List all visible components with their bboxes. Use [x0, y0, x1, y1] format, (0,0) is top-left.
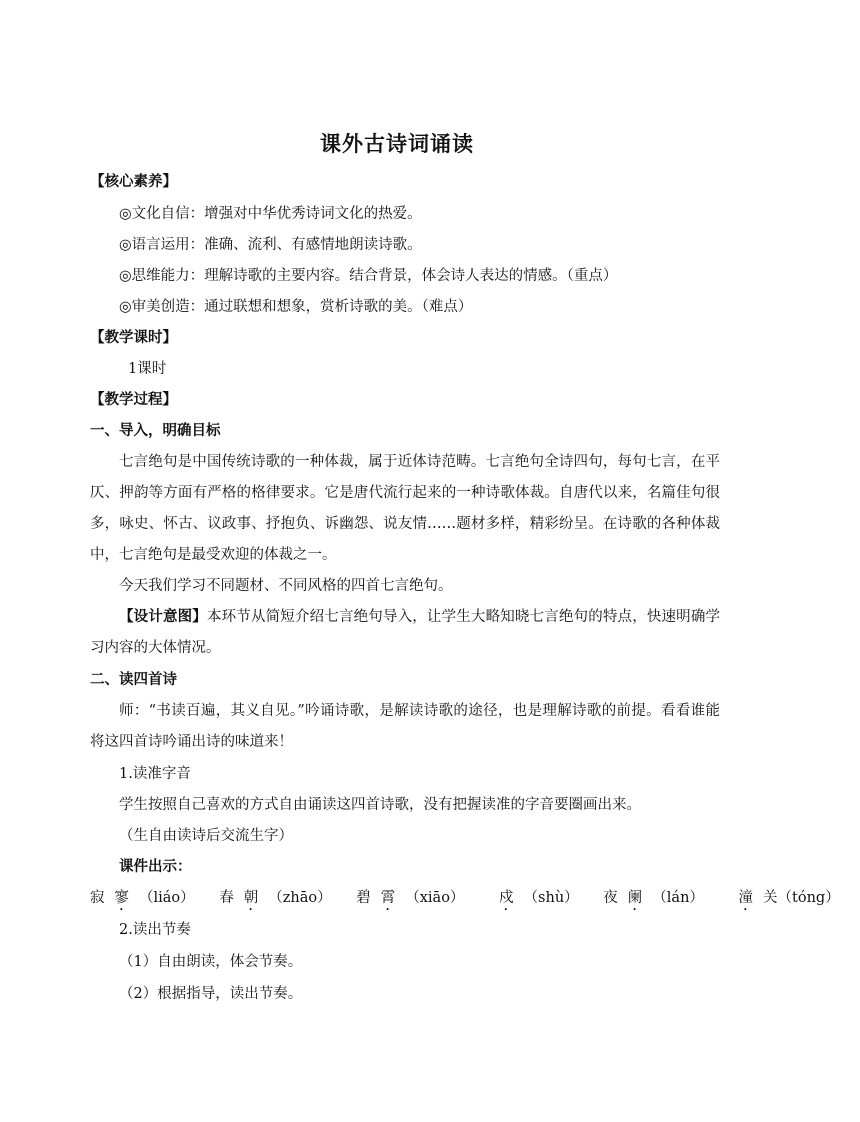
pronunciation-list: [90, 888, 860, 914]
class-hours-value: 1课时: [128, 361, 167, 377]
step2-item: （1）自由朗读，体会节奏。: [119, 954, 303, 970]
part1-paragraph: 七言绝句是中国传统诗歌的一种体裁，属于近体诗范畴。七言绝句全诗四句，每句七言，在平仄、押韵等方面有严格的格律要求。它是唐代流行起来的一种诗歌体裁。自唐代以来，名篇佳句很多，咏史、怀古、议政事、抒抱负、诉幽怨、说友情……题材多样，精彩纷呈。在诗歌的各种体裁中，七言绝句是最受欢迎的体裁之一。: [90, 454, 720, 563]
design-intent-paragraph: [90, 602, 720, 664]
pronunciation-word: 碧 霄 （xiāo）: [356, 890, 465, 906]
pronunciation-word: 寂 寥 （liáo）: [90, 890, 195, 906]
step1-note: （生自由读诗后交流生字）: [119, 828, 293, 844]
design-intent-text: 本环节从简短介绍七言绝句导入，让学生大略知晓七言绝句的特点，快速明确学习内容的大体情况。: [90, 609, 721, 656]
core-literacy-item: ◎语言运用：准确、流利、有感情地朗读诗歌。: [119, 237, 422, 253]
courseware-label: 课件出示：: [119, 859, 192, 875]
design-intent-label: 【设计意图】: [119, 609, 207, 625]
part2-paragraph: 师：“书读百遍，其义自见。”吟诵诗歌，是解读诗歌的途径，也是理解诗歌的前提。看看谁能将这四首诗吟诵出诗的味道来！: [90, 703, 720, 750]
class-hours-heading: 【教学课时】: [90, 330, 177, 346]
process-heading: 【教学过程】: [90, 392, 177, 408]
page-title: 课外古诗词诵读: [320, 132, 474, 156]
step2-item: （2）根据指导，读出节奏。: [119, 986, 303, 1002]
pronunciation-word: 潼 关（tóng）: [738, 890, 840, 906]
core-literacy-item: ◎审美创造：通过联想和想象，赏析诗歌的美。（难点）: [119, 299, 473, 315]
core-literacy-heading: 【核心素养】: [90, 174, 177, 190]
part1-paragraph-2: 今天我们学习不同题材、不同风格的四首七言绝句。: [119, 578, 453, 594]
pronunciation-word: 春 朝 （zhāo）: [219, 890, 332, 906]
pronunciation-word: 夜 阑 （lán）: [603, 890, 704, 906]
core-literacy-item: ◎文化自信：增强对中华优秀诗词文化的热爱。: [119, 206, 422, 222]
step1-text: 学生按照自己喜欢的方式自由诵读这四首诗歌，没有把握读准的字音要圈画出来。: [119, 797, 641, 813]
pronunciation-word: 戍 （shù）: [499, 890, 579, 906]
step2-heading: 2.读出节奏: [119, 922, 191, 938]
part1-heading: 一、导入，明确目标: [90, 423, 221, 439]
part2-heading: 二、读四首诗: [90, 672, 177, 688]
step1-heading: 1.读准字音: [119, 766, 191, 782]
core-literacy-item: ◎思维能力：理解诗歌的主要内容。结合背景，体会诗人表达的情感。（重点）: [119, 268, 618, 284]
